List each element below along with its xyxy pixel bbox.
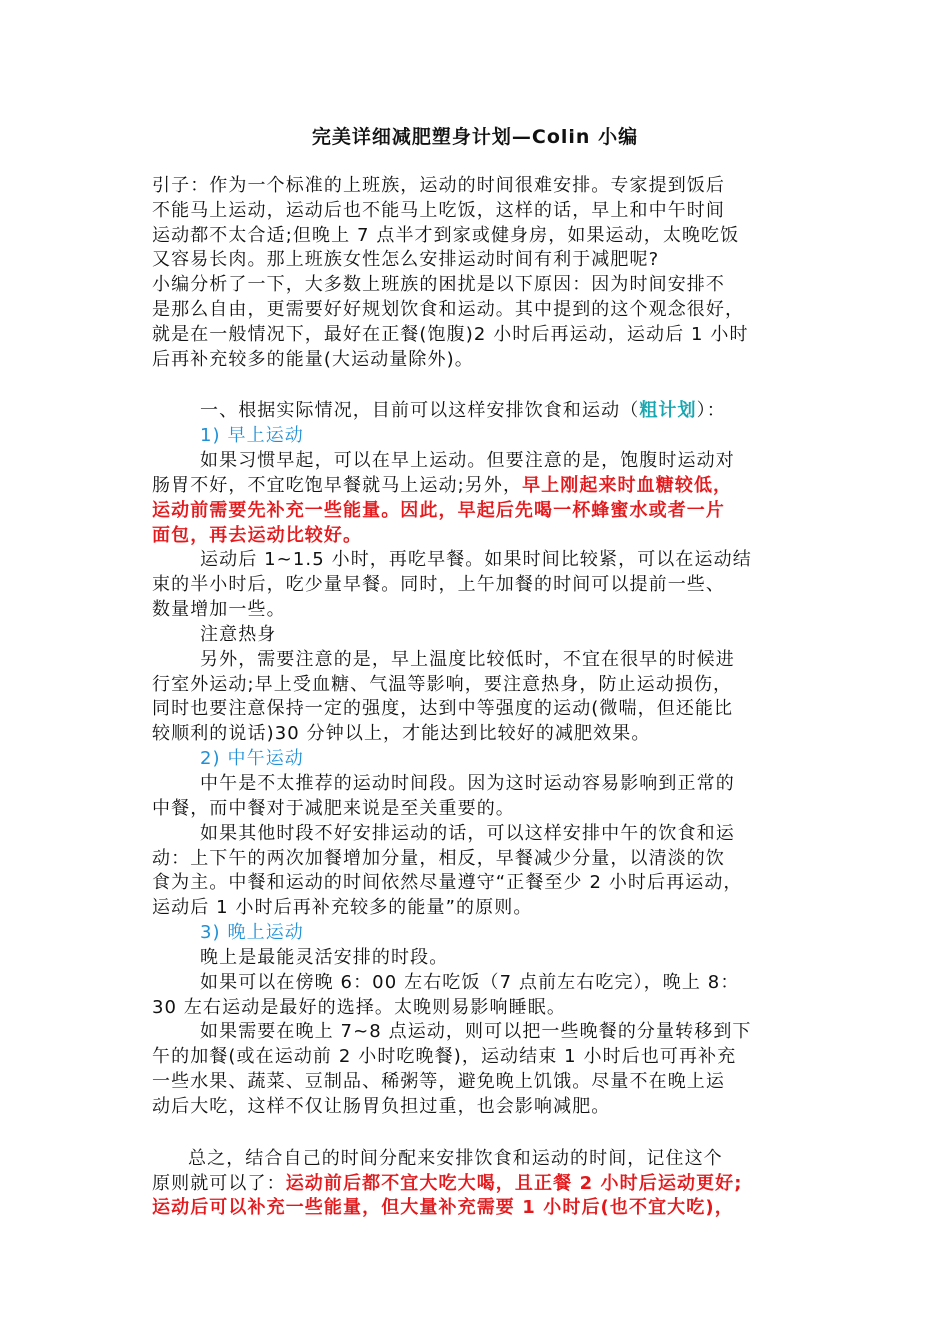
section-heading	[200, 399, 828, 423]
section-heading-highlight: 粗计划	[639, 400, 697, 421]
subheading-morning: 1) 早上运动	[200, 425, 304, 446]
intro-line: 引子：作为一个标准的上班族，运动的时间很难安排。专家提到饭后	[152, 175, 725, 196]
paragraph-line: 同时也要注意保持一定的强度，达到中等强度的运动(微喘，但还能比	[152, 698, 734, 719]
paragraph-line: 中午是不太推荐的运动时间段。因为这时运动容易影响到正常的	[200, 773, 735, 794]
paragraph-line: 如果可以在傍晚 6：00 左右吃饭（7 点前左右吃完），晚上 8：	[200, 972, 740, 993]
section-heading-suffix: ）：	[696, 400, 726, 421]
paragraph-line: 中餐，而中餐对于减肥来说是至关重要的。	[152, 798, 515, 819]
paragraph-line: 一些水果、蔬菜、豆制品、稀粥等，避免晚上饥饿。尽量不在晚上运	[152, 1071, 725, 1092]
emphasis-line: 运动后可以补充一些能量，但大量补充需要 1 小时后(也不宜大吃)，	[152, 1197, 734, 1218]
paragraph-line: 如果需要在晚上 7~8 点运动，则可以把一些晚餐的分量转移到下	[200, 1021, 752, 1042]
page-title: 完美详细减肥塑身计划—Colin 小编	[311, 126, 639, 148]
intro-line: 小编分析了一下，大多数上班族的困扰是以下原因：因为时间安排不	[152, 274, 725, 295]
emphasis-line: 面包，再去运动比较好。	[152, 525, 363, 546]
intro-line: 后再补充较多的能量(大运动量除外)。	[152, 349, 474, 370]
emphasis-text: 运动前后都不宜大吃大喝，且正餐 2 小时后运动更好;	[285, 1173, 743, 1194]
paragraph-line: 食为主。中餐和运动的时间依然尽量遵守“正餐至少 2 小时后再运动，	[152, 872, 743, 893]
paragraph-line: 运动后 1~1.5 小时，再吃早餐。如果时间比较紧，可以在运动结	[200, 549, 752, 570]
warmup-label: 注意热身	[200, 624, 277, 645]
paragraph-line: 如果习惯早起，可以在早上运动。但要注意的是，饱腹时运动对	[200, 450, 735, 471]
paragraph-line: 较顺利的说话)30 分钟以上，才能达到比较好的减肥效果。	[152, 723, 651, 744]
intro-line: 不能马上运动，运动后也不能马上吃饭，这样的话，早上和中午时间	[152, 200, 725, 221]
paragraph-line: 数量增加一些。	[152, 599, 286, 620]
summary-line	[152, 1172, 828, 1196]
subheading-evening: 3) 晚上运动	[200, 922, 304, 943]
emphasis-text: 早上刚起来时血糖较低，	[522, 475, 733, 496]
paragraph-line: 午的加餐(或在运动前 2 小时吃晚餐)，运动结束 1 小时后也可再补充	[152, 1046, 737, 1067]
subheading-noon: 2) 中午运动	[200, 748, 304, 769]
intro-line: 就是在一般情况下，最好在正餐(饱腹)2 小时后再运动，运动后 1 小时	[152, 324, 749, 345]
intro-line: 又容易长肉。那上班族女性怎么安排运动时间有利于减肥呢?	[152, 249, 660, 270]
section-heading-prefix: 一、根据实际情况，目前可以这样安排饮食和运动（	[200, 400, 640, 421]
paragraph-line: 行室外运动;早上受血糖、气温等影响，要注意热身，防止运动损伤，	[152, 674, 733, 695]
emphasis-line: 运动前需要先补充一些能量。因此，早起后先喝一杯蜂蜜水或者一片	[152, 500, 725, 521]
intro-line: 运动都不太合适;但晚上 7 点半才到家或健身房，如果运动，太晚吃饭	[152, 225, 740, 246]
text-span: 原则就可以了：	[152, 1173, 286, 1194]
paragraph-line: 束的半小时后，吃少量早餐。同时，上午加餐的时间可以提前一些、	[152, 574, 725, 595]
intro-line: 是那么自由，更需要好好规划饮食和运动。其中提到的这个观念很好，	[152, 299, 745, 320]
paragraph-line: 动：上下午的两次加餐增加分量，相反，早餐减少分量，以清淡的饮	[152, 848, 725, 869]
paragraph-line: 动后大吃，这样不仅让肠胃负担过重，也会影响减肥。	[152, 1096, 611, 1117]
paragraph-line: 晚上是最能灵活安排的时段。	[200, 947, 449, 968]
paragraph-line: 运动后 1 小时后再补充较多的能量”的原则。	[152, 897, 533, 918]
paragraph-line: 30 左右运动是最好的选择。太晚则易影响睡眠。	[152, 997, 566, 1018]
paragraph-line: 如果其他时段不好安排运动的话，可以这样安排中午的饮食和运	[200, 823, 735, 844]
paragraph-line	[152, 474, 828, 498]
paragraph-line: 另外，需要注意的是，早上温度比较低时，不宜在很早的时候进	[200, 649, 735, 670]
summary-line: 总之，结合自己的时间分配来安排饮食和运动的时间，记住这个	[188, 1148, 723, 1169]
text-span: 肠胃不好，不宜吃饱早餐就马上运动;另外，	[152, 475, 523, 496]
